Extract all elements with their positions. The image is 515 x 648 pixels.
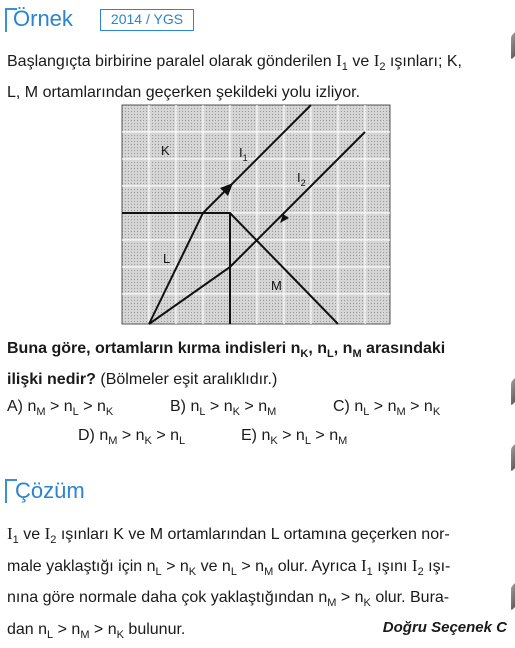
year-badge: 2014 / YGS xyxy=(100,9,194,31)
choice-e[interactable]: E) $n_K > n_L > n_M$ xyxy=(241,427,348,448)
choice-b[interactable]: B) $n_L > n_K > n_M$ xyxy=(170,398,277,419)
solution-heading: Çözüm xyxy=(15,478,85,503)
answer-note: Doğru Seçenek C xyxy=(382,619,507,636)
choice-a[interactable]: A) $n_M > n_L > n_K$ xyxy=(7,398,114,419)
label-i2: $I_2$ xyxy=(297,170,306,188)
page-tab-3 xyxy=(511,440,515,472)
example-heading: Örnek xyxy=(13,6,73,31)
choice-d[interactable]: D) $n_M > n_K > n_L$ xyxy=(78,427,186,448)
label-k: K xyxy=(161,143,170,158)
choice-c[interactable]: C) $n_L > n_M > n_K$ xyxy=(333,398,441,419)
question-text: Buna göre, ortamların kırma indisleri $n_K$, $n_L$, $n_M$ arasındaki ilişki nedir? (Bölmeler eşit aralıklıdır.) xyxy=(7,340,446,389)
intro-text: Başlangıçta birbirine paralel olarak gönderilen $I_1$ ve $I_2$ ışınları; K, L, M ortamlarından geçerken şekildeki yolu izliyor. xyxy=(7,51,462,102)
label-l: L xyxy=(163,251,171,266)
solution-text: $I_1$ ve $I_2$ ışınları K ve M ortamlarından L ortamına geçerken nor- male yaklaştığı için $n_L > n_K$ ve $n_L > n_M$ olur. Ayrıca $I_1$ ışını $I_2$ ışı- nına göre normale daha çok yaklaştığından $n_M > n_K$ olur. Bura- dan $n_L > n_M > n_K$ bulunur. xyxy=(7,524,451,641)
grid-background xyxy=(122,105,390,324)
label-m: M xyxy=(271,278,282,293)
label-i1: $I_1$ xyxy=(239,145,248,163)
ray-diagram xyxy=(121,104,391,326)
